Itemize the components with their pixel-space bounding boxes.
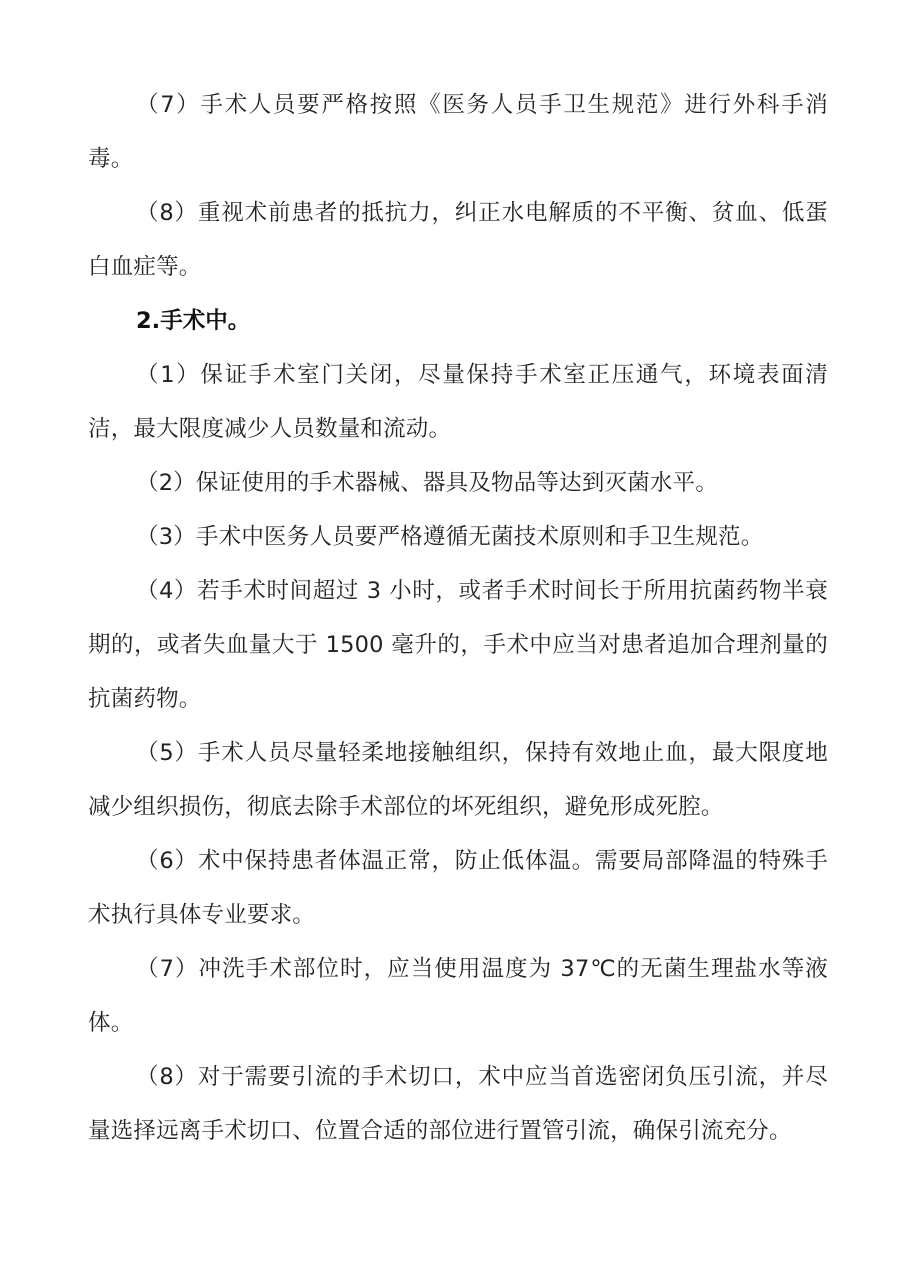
paragraph-intra-op-3: （3）手术中医务人员要严格遵循无菌技术原则和手卫生规范。 bbox=[136, 524, 764, 550]
paragraph-intra-op-4: （4）若手术时间超过 3 小时，或者手术时间长于所用抗菌药物半衰期的，或者失血量大于 1500 毫升的，手术中应当对患者追加合理剂量的抗菌药物。 bbox=[88, 578, 828, 712]
paragraph-intra-op-2: （2）保证使用的手术器械、器具及物品等达到灭菌水平。 bbox=[136, 470, 719, 496]
paragraph-intra-op-6: （6）术中保持患者体温正常，防止低体温。需要局部降温的特殊手术执行具体专业要求。 bbox=[88, 848, 828, 928]
paragraph-intra-op-7: （7）冲洗手术部位时，应当使用温度为 37℃的无菌生理盐水等液体。 bbox=[88, 956, 828, 1036]
paragraph-intra-op-5: （5）手术人员尽量轻柔地接触组织，保持有效地止血，最大限度地减少组织损伤，彻底去除手术部位的坏死组织，避免形成死腔。 bbox=[88, 740, 828, 820]
document-body bbox=[88, 78, 828, 1158]
paragraph-intra-op-1: （1）保证手术室门关闭，尽量保持手术室正压通气，环境表面清洁，最大限度减少人员数量和流动。 bbox=[88, 362, 828, 442]
paragraph-pre-op-8: （8）重视术前患者的抵抗力，纠正水电解质的不平衡、贫血、低蛋白血症等。 bbox=[88, 200, 828, 280]
paragraph-intra-op-8: （8）对于需要引流的手术切口，术中应当首选密闭负压引流，并尽量选择远离手术切口、位置合适的部位进行置管引流，确保引流充分。 bbox=[88, 1064, 828, 1144]
paragraph-pre-op-7: （7）手术人员要严格按照《医务人员手卫生规范》进行外科手消毒。 bbox=[88, 92, 828, 172]
section-heading-intraoperative: 2.手术中。 bbox=[136, 308, 251, 334]
